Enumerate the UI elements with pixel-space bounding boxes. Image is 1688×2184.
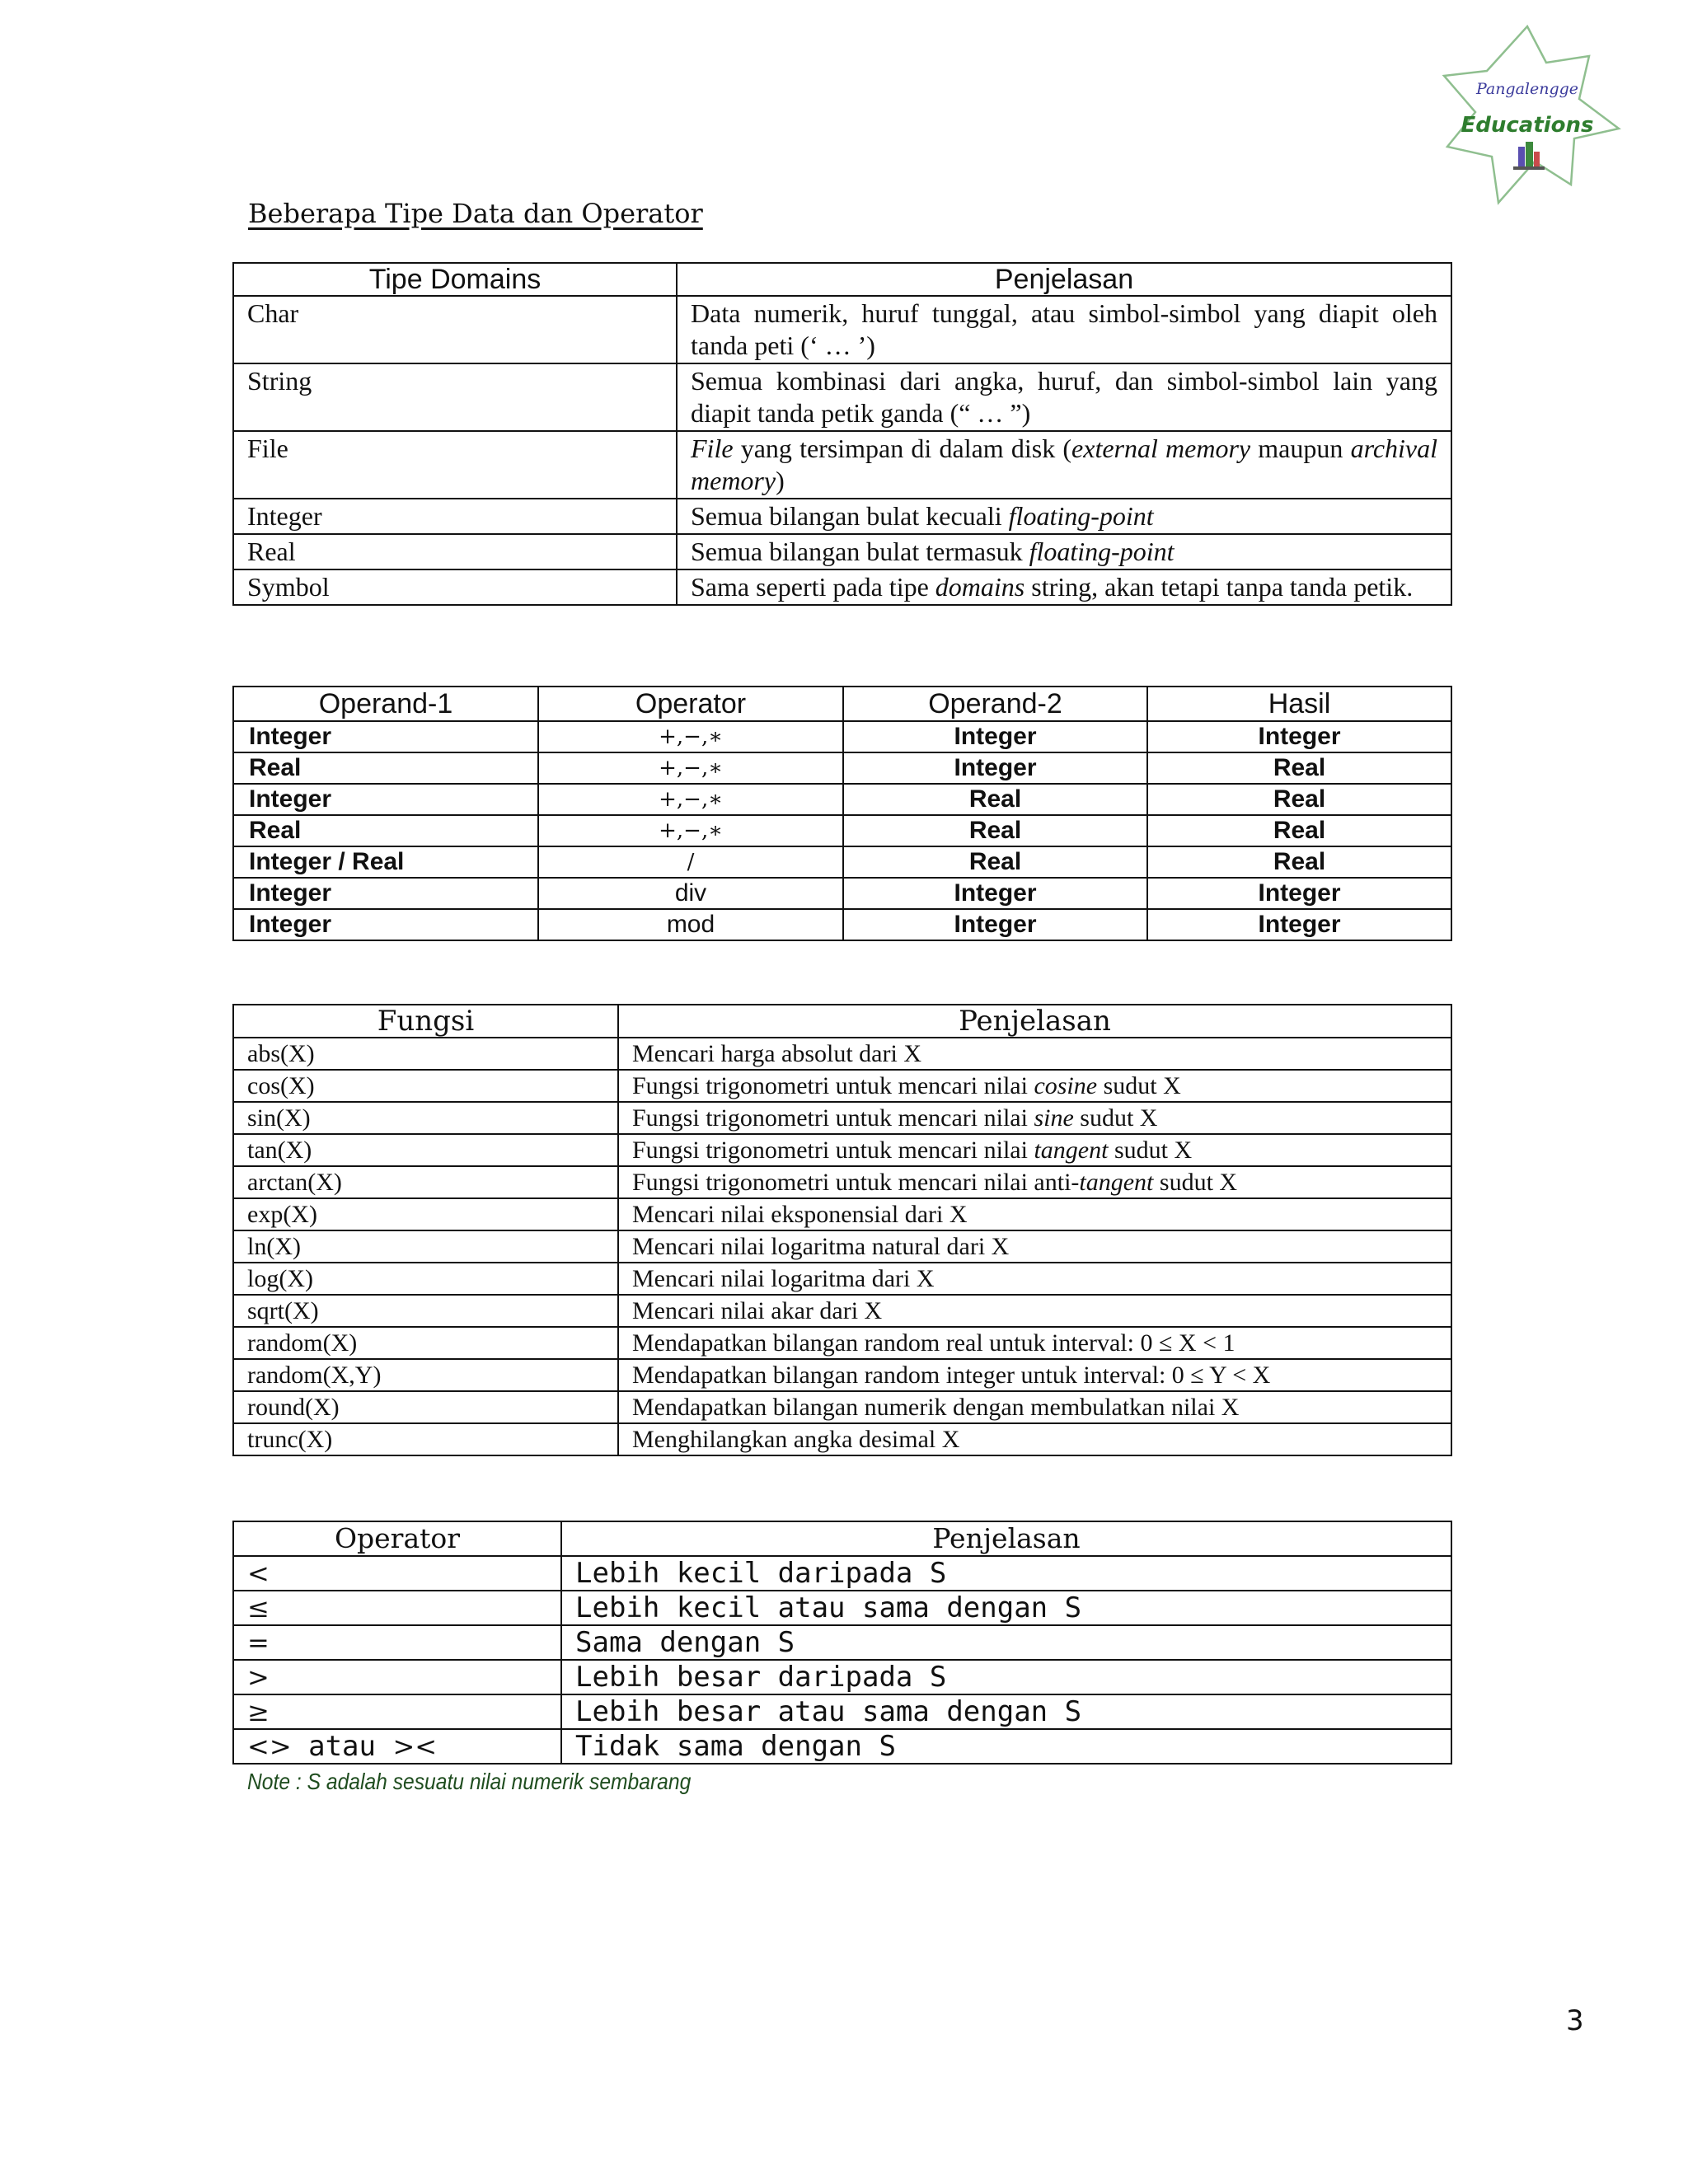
table-row — [233, 1230, 1451, 1263]
text-run: Semua bilangan bulat termasuk — [691, 537, 1029, 566]
table-row — [233, 909, 1451, 940]
table-row — [233, 1102, 1451, 1134]
cell-description: Sama dengan S — [561, 1625, 1451, 1660]
table-row — [233, 752, 1451, 784]
table-header-row — [233, 1521, 1451, 1556]
text-run: ) — [776, 466, 785, 495]
cell-operator: ≤ — [233, 1591, 561, 1625]
cell-operator: +,−,∗ — [538, 752, 843, 784]
text-run: sudut X — [1108, 1137, 1193, 1164]
table-row — [233, 1694, 1451, 1729]
text-run: string, akan tetapi tanpa tanda petik. — [1025, 572, 1414, 602]
header-penjelasan: Penjelasan — [677, 263, 1451, 296]
cell-operator: mod — [538, 909, 843, 940]
cell-operand-1: Integer — [233, 878, 538, 909]
header-fungsi: Fungsi — [233, 1005, 618, 1038]
table-row — [233, 1729, 1451, 1764]
table-row — [233, 1198, 1451, 1230]
table-row — [233, 1660, 1451, 1694]
cell-description: Mencari nilai eksponensial dari X — [618, 1198, 1451, 1230]
table-row — [233, 569, 1451, 605]
cell-operand-2: Integer — [843, 909, 1147, 940]
cell-function: cos(X) — [233, 1070, 618, 1102]
cell-operand-2: Integer — [843, 878, 1147, 909]
text-run: sudut X — [1073, 1104, 1158, 1132]
table-row — [233, 534, 1451, 569]
cell-operand-2: Integer — [843, 721, 1147, 752]
table-row — [233, 363, 1451, 431]
cell-description: Mendapatkan bilangan random real untuk interval: 0 ≤ X < 1 — [618, 1327, 1451, 1359]
cell-description — [677, 499, 1451, 534]
cell-hasil: Real — [1147, 784, 1451, 815]
text-run: Fungsi trigonometri untuk mencari nilai — [632, 1137, 1034, 1164]
cell-function: sqrt(X) — [233, 1295, 618, 1327]
cell-description: Mendapatkan bilangan random integer untuk interval: 0 ≤ Y < X — [618, 1359, 1451, 1391]
cell-operand-2: Real — [843, 846, 1147, 878]
page-number: 3 — [1566, 2004, 1584, 2037]
cell-description: Lebih besar daripada S — [561, 1660, 1451, 1694]
cell-type: File — [233, 431, 677, 499]
cell-operator: +,−,∗ — [538, 721, 843, 752]
header-penjelasan: Penjelasan — [618, 1005, 1451, 1038]
text-run: maupun — [1250, 434, 1351, 463]
cell-function: exp(X) — [233, 1198, 618, 1230]
table-row — [233, 846, 1451, 878]
text-italic: tangent — [1034, 1137, 1109, 1164]
text-run: Fungsi trigonometri untuk mencari nilai anti- — [632, 1169, 1080, 1196]
cell-operator: = — [233, 1625, 561, 1660]
table-row — [233, 721, 1451, 752]
cell-operand-1: Integer — [233, 909, 538, 940]
cell-hasil: Real — [1147, 815, 1451, 846]
table-row — [233, 1263, 1451, 1295]
text-italic: File — [691, 434, 734, 463]
text-run: atau — [291, 1730, 393, 1763]
text-italic: archival memory — [691, 434, 1438, 495]
text-italic: domains — [935, 572, 1025, 602]
cell-description — [618, 1070, 1451, 1102]
cell-description: Lebih kecil atau sama dengan S — [561, 1591, 1451, 1625]
cell-description: Mencari nilai akar dari X — [618, 1295, 1451, 1327]
text-run: sudut X — [1153, 1169, 1238, 1196]
page-title: Beberapa Tipe Data dan Operator — [248, 198, 703, 229]
table-row — [233, 784, 1451, 815]
cell-operator: +,−,∗ — [538, 784, 843, 815]
cell-operand-1: Integer / Real — [233, 846, 538, 878]
cell-function: trunc(X) — [233, 1423, 618, 1455]
cell-operator: < — [233, 1556, 561, 1591]
cell-description — [677, 431, 1451, 499]
cell-description — [677, 569, 1451, 605]
header-tipe-domains: Tipe Domains — [233, 263, 677, 296]
footnote: Note : S adalah sesuatu nilai numerik sembarang — [247, 1769, 692, 1794]
text-run: sudut X — [1097, 1072, 1181, 1099]
cell-operator: div — [538, 878, 843, 909]
table-row — [233, 1327, 1451, 1359]
header-operator: Operator — [538, 687, 843, 721]
text-italic: tangent — [1079, 1169, 1154, 1196]
text-italic: sine — [1034, 1104, 1074, 1132]
header-operand-2: Operand-2 — [843, 687, 1147, 721]
cell-hasil: Integer — [1147, 878, 1451, 909]
cell-function: ln(X) — [233, 1230, 618, 1263]
table-row — [233, 1423, 1451, 1455]
cell-function: arctan(X) — [233, 1166, 618, 1198]
cell-function: sin(X) — [233, 1102, 618, 1134]
cell-function: random(X,Y) — [233, 1359, 618, 1391]
text-run: >< — [392, 1731, 438, 1762]
text-run: Fungsi trigonometri untuk mencari nilai — [632, 1072, 1034, 1099]
table-row — [233, 1166, 1451, 1198]
text-italic: floating-point — [1029, 537, 1175, 566]
text-italic: cosine — [1034, 1072, 1098, 1099]
table-row — [233, 1134, 1451, 1166]
table-row — [233, 878, 1451, 909]
cell-operand-2: Real — [843, 784, 1147, 815]
table-row — [233, 1359, 1451, 1391]
table-row — [233, 1591, 1451, 1625]
text-run: yang tersimpan di dalam disk ( — [733, 434, 1072, 463]
table-row — [233, 1556, 1451, 1591]
cell-operand-2: Integer — [843, 752, 1147, 784]
cell-description — [618, 1166, 1451, 1198]
table-row — [233, 431, 1451, 499]
cell-hasil: Real — [1147, 752, 1451, 784]
table-row — [233, 296, 1451, 363]
logo-pangalengge-educations — [1432, 23, 1622, 208]
table-row — [233, 499, 1451, 534]
cell-operator: > — [233, 1660, 561, 1694]
cell-operand-1: Integer — [233, 721, 538, 752]
table-header-row — [233, 1005, 1451, 1038]
cell-description — [677, 534, 1451, 569]
table-header-row — [233, 687, 1451, 721]
table-row — [233, 1070, 1451, 1102]
cell-operand-1: Real — [233, 815, 538, 846]
cell-function: abs(X) — [233, 1038, 618, 1070]
cell-function: random(X) — [233, 1327, 618, 1359]
cell-operator — [233, 1729, 561, 1764]
logo-main-text: Educations — [1461, 113, 1594, 138]
cell-type: Real — [233, 534, 677, 569]
cell-function: round(X) — [233, 1391, 618, 1423]
header-penjelasan: Penjelasan — [561, 1521, 1451, 1556]
cell-operand-2: Real — [843, 815, 1147, 846]
cell-type: Symbol — [233, 569, 677, 605]
text-italic: floating-point — [1008, 501, 1154, 531]
table-row — [233, 815, 1451, 846]
cell-type: String — [233, 363, 677, 431]
cell-description — [618, 1134, 1451, 1166]
cell-description: Lebih besar atau sama dengan S — [561, 1694, 1451, 1729]
text-italic: external memory — [1071, 434, 1251, 463]
cell-description: Mencari harga absolut dari X — [618, 1038, 1451, 1070]
table-header-row — [233, 263, 1451, 296]
text-run: Fungsi trigonometri untuk mencari nilai — [632, 1104, 1034, 1132]
table-row — [233, 1625, 1451, 1660]
header-hasil: Hasil — [1147, 687, 1451, 721]
arithmetic-operators-table — [232, 686, 1452, 941]
header-operator: Operator — [233, 1521, 561, 1556]
cell-operator: +,−,∗ — [538, 815, 843, 846]
cell-operator: / — [538, 846, 843, 878]
header-operand-1: Operand-1 — [233, 687, 538, 721]
cell-description: Mencari nilai logaritma natural dari X — [618, 1230, 1451, 1263]
text-run: <> — [247, 1731, 292, 1762]
cell-hasil: Integer — [1147, 909, 1451, 940]
cell-function: tan(X) — [233, 1134, 618, 1166]
cell-description: Mencari nilai logaritma dari X — [618, 1263, 1451, 1295]
cell-description: Menghilangkan angka desimal X — [618, 1423, 1451, 1455]
table-row — [233, 1038, 1451, 1070]
relational-operators-table — [232, 1521, 1452, 1765]
cell-function: log(X) — [233, 1263, 618, 1295]
cell-operand-1: Integer — [233, 784, 538, 815]
table-row — [233, 1295, 1451, 1327]
logo-top-text: Pangalengge — [1475, 80, 1579, 98]
cell-hasil: Real — [1147, 846, 1451, 878]
cell-operand-1: Real — [233, 752, 538, 784]
domain-types-table — [232, 262, 1452, 606]
cell-type: Char — [233, 296, 677, 363]
cell-description: Mendapatkan bilangan numerik dengan membulatkan nilai X — [618, 1391, 1451, 1423]
cell-description: Data numerik, huruf tunggal, atau simbol-simbol yang diapit oleh tanda peti (‘ … ’) — [677, 296, 1451, 363]
text-run: Semua bilangan bulat kecuali — [691, 501, 1009, 531]
cell-description: Lebih kecil daripada S — [561, 1556, 1451, 1591]
cell-description: Semua kombinasi dari angka, huruf, dan simbol-simbol lain yang diapit tanda petik ganda (“ … ”) — [677, 363, 1451, 431]
functions-table — [232, 1004, 1452, 1456]
cell-description: Tidak sama dengan S — [561, 1729, 1451, 1764]
text-run: Sama seperti pada tipe — [691, 572, 935, 602]
cell-hasil: Integer — [1147, 721, 1451, 752]
table-row — [233, 1391, 1451, 1423]
cell-description — [618, 1102, 1451, 1134]
cell-type: Integer — [233, 499, 677, 534]
cell-operator: ≥ — [233, 1694, 561, 1729]
